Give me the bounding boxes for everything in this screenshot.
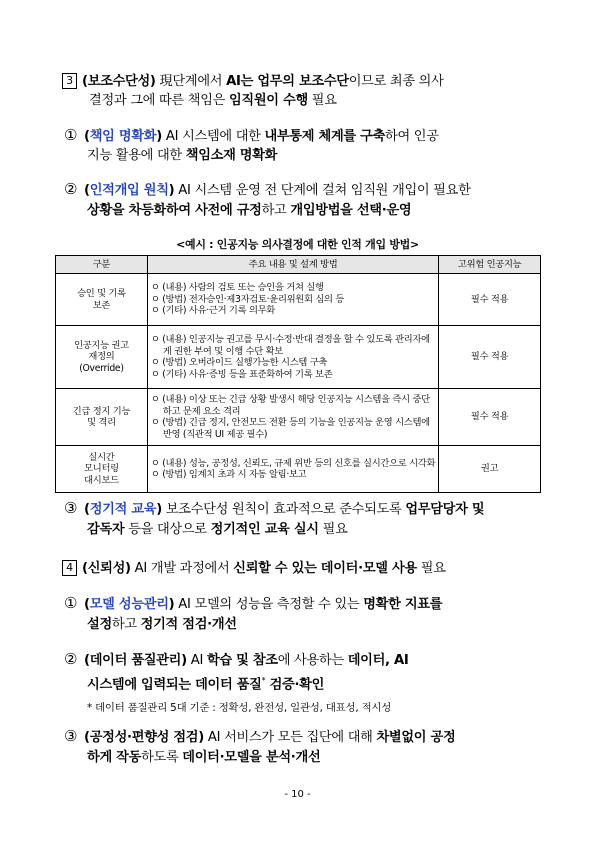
row-category bbox=[56, 274, 148, 326]
text: 검증·확인 bbox=[265, 677, 325, 693]
text: 데이터, AI bbox=[347, 653, 409, 668]
row-level: 필수 적용 bbox=[439, 389, 541, 446]
item-4-3-title: (공정성·편향성 점검) bbox=[84, 730, 204, 745]
section-3-line-2 bbox=[89, 93, 337, 109]
row-level: 필수 적용 bbox=[439, 274, 541, 326]
text: 및 격리 bbox=[87, 417, 116, 428]
text: ㅇ (방법) 오버라이드 실행가능한 시스템 구축 bbox=[150, 357, 328, 368]
text: AI 시스템 운영 전 단계에 걸쳐 임직원 개입이 필요한 bbox=[174, 183, 471, 198]
text: AI 개발 과정에서 bbox=[130, 561, 234, 576]
item-4-3-line-2 bbox=[87, 750, 320, 766]
text: 모니터링 bbox=[84, 463, 119, 475]
text: 인공지능 권고 bbox=[74, 339, 129, 351]
item-3-line-2 bbox=[87, 522, 348, 538]
item-2-line-2 bbox=[87, 203, 411, 219]
text: 승인 및 기록 bbox=[77, 288, 126, 299]
text: 재정의 bbox=[88, 351, 115, 363]
text: ㅇ (내용) 인공지능 권고를 무시·수정·반대 결정을 할 수 있도록 관리자에게 권한 부여 및 이행 수단 확보 bbox=[150, 334, 430, 357]
row-level: 권고 bbox=[439, 446, 541, 493]
text: ㅇ (기타) 사유·증빙 등을 표준화하여 기록 보존 bbox=[150, 368, 333, 380]
item-4-1-line-2 bbox=[87, 617, 237, 633]
item-4-2-marker: ② bbox=[64, 650, 78, 668]
text: 내부통제 체계를 구축 bbox=[264, 129, 386, 144]
text: 필요 bbox=[307, 93, 337, 108]
text: 결정과 그에 따른 책임은 bbox=[89, 93, 229, 108]
text: AI 시스템에 대한 bbox=[161, 129, 265, 144]
text: 보조수단성 원칙이 효과적으로 준수되도록 bbox=[161, 502, 406, 517]
item-1-line-1 bbox=[64, 127, 439, 145]
text: ) bbox=[156, 502, 162, 517]
text: 임직원이 수행 bbox=[228, 93, 308, 108]
section-3-marker: 3 bbox=[62, 73, 77, 89]
text: 하고 bbox=[111, 617, 141, 632]
text: 등을 대상으로 bbox=[124, 522, 211, 537]
table-row bbox=[56, 446, 541, 493]
row-items bbox=[147, 326, 438, 389]
text: 하도록 bbox=[141, 750, 183, 765]
text: 現단계에서 bbox=[155, 74, 227, 89]
section-4-marker: 4 bbox=[62, 560, 77, 576]
row-category bbox=[56, 326, 148, 389]
text: 신뢰할 수 있는 데이터·모델 사용 bbox=[233, 561, 417, 576]
text: 긴급 정지 기능 bbox=[72, 405, 131, 417]
page-number: - 10 - bbox=[284, 789, 311, 800]
intervention-table bbox=[55, 255, 541, 493]
item-3-line-1 bbox=[64, 500, 484, 518]
text: 설정 bbox=[87, 617, 112, 632]
text: 에 사용하는 bbox=[277, 653, 348, 668]
text: ㅇ (방법) 전자승인·제3자검토·윤리위원회 심의 등 bbox=[150, 293, 345, 305]
section-4-title: (신뢰성) bbox=[82, 561, 131, 576]
item-3-marker: ③ bbox=[64, 499, 78, 517]
row-items bbox=[147, 389, 438, 446]
text: * bbox=[261, 676, 266, 685]
text: ( bbox=[84, 597, 90, 612]
text: 실시간 bbox=[88, 451, 115, 463]
text: ) bbox=[168, 597, 175, 612]
item-4-2-line-2 bbox=[87, 673, 324, 693]
row-items bbox=[147, 446, 438, 493]
table-row bbox=[56, 326, 541, 389]
text: ㅇ (내용) 사람의 검토 또는 승인을 거쳐 실행 bbox=[150, 282, 324, 294]
text: 감독자 bbox=[87, 522, 125, 537]
text: ㅇ (내용) 이상 또는 긴급 상황 발생시 해당 인공지능 시스템을 즉시 중단하고 문제 요소 격리 bbox=[150, 394, 430, 417]
text: AI bbox=[186, 653, 207, 668]
item-2-title: 인적개입 원칙 bbox=[89, 183, 169, 198]
text: 상황을 차등화하여 사전에 규정 bbox=[87, 203, 262, 218]
header-high-risk: 고위험 인공지능 bbox=[439, 256, 541, 274]
table-header-row bbox=[56, 256, 541, 274]
text: AI는 업무의 보조수단 bbox=[226, 74, 349, 89]
item-4-2-title: (데이터 품질관리) bbox=[84, 653, 187, 668]
text: 정기적인 교육 실시 bbox=[210, 522, 319, 537]
table-caption: <예시 : 인공지능 의사결정에 대한 인적 개입 방법> bbox=[176, 238, 419, 251]
text: 필요 bbox=[318, 522, 348, 537]
text: ㅇ (방법) 긴급 정지, 안전모드 전환 등의 기능을 인공지능 운영 시스템에 반영 (직관적 UI 제공 필수) bbox=[150, 417, 430, 440]
text: 필요 bbox=[416, 561, 446, 576]
section-3-line-1 bbox=[62, 73, 444, 90]
item-4-1-line-1 bbox=[64, 595, 442, 613]
item-4-1-marker: ① bbox=[64, 594, 78, 612]
text: (Override) bbox=[79, 362, 124, 374]
section-4-line-1 bbox=[62, 560, 446, 577]
text: 데이터·모델을 분석·개선 bbox=[182, 750, 321, 765]
text: 차별없이 공정 bbox=[376, 730, 456, 745]
text: ( bbox=[84, 183, 90, 198]
row-items bbox=[147, 274, 438, 326]
text: 지능 활용에 대한 bbox=[87, 148, 186, 163]
text: 책임소재 명확화 bbox=[185, 148, 278, 163]
text: 개입방법을 선택·운영 bbox=[290, 203, 412, 218]
row-category bbox=[56, 389, 148, 446]
item-2-marker: ② bbox=[64, 180, 78, 198]
item-2-line-1 bbox=[64, 181, 471, 199]
text: 명확한 지표를 bbox=[363, 597, 443, 612]
text: ) bbox=[156, 129, 162, 144]
text: ㅇ (내용) 성능, 공정성, 신뢰도, 규제 위반 등의 신호를 실시간으로 시각화 bbox=[150, 457, 436, 469]
row-category bbox=[56, 446, 148, 493]
item-1-title: 책임 명확화 bbox=[89, 129, 157, 144]
text: 보존 bbox=[92, 299, 111, 311]
text: 업무담당자 및 bbox=[405, 502, 485, 517]
text: AI 서비스가 모든 집단에 대해 bbox=[203, 730, 377, 745]
item-4-3-line-1 bbox=[64, 728, 455, 746]
item-4-2-line-1 bbox=[64, 651, 409, 669]
text: ) bbox=[168, 183, 175, 198]
text: 하고 bbox=[261, 203, 291, 218]
text: ㅇ (기타) 사유·근거 기록 의무화 bbox=[150, 305, 275, 317]
text: ( bbox=[84, 129, 90, 144]
section-3-title: (보조수단성) bbox=[82, 74, 156, 89]
item-3-title: 정기적 교육 bbox=[89, 502, 157, 517]
text: 학습 및 참조 bbox=[206, 653, 278, 668]
text: ㅇ (방법) 임계치 초과 시 자동 알림·보고 bbox=[150, 469, 307, 480]
data-quality-footnote: * 데이터 품질관리 5대 기준 : 정확성, 완전성, 일관성, 대표성, 적시성 bbox=[87, 702, 392, 714]
text: 하여 인공 bbox=[385, 129, 439, 144]
text: AI 모델의 성능을 측정할 수 있는 bbox=[174, 597, 364, 612]
text: 정기적 점검·개선 bbox=[140, 617, 237, 632]
header-category: 구분 bbox=[56, 256, 148, 274]
text: 대시보드 bbox=[84, 474, 119, 486]
item-4-1-title: 모델 성능관리 bbox=[89, 597, 169, 612]
text: ( bbox=[84, 502, 90, 517]
table-row bbox=[56, 389, 541, 446]
text: 하게 작동 bbox=[87, 750, 142, 765]
table-row bbox=[56, 274, 541, 326]
row-level: 필수 적용 bbox=[439, 326, 541, 389]
header-content: 주요 내용 및 설계 방법 bbox=[147, 256, 438, 274]
text: 시스템에 입력되는 데이터 품질 bbox=[87, 677, 262, 693]
item-1-marker: ① bbox=[64, 126, 78, 144]
item-4-3-marker: ③ bbox=[64, 727, 78, 745]
item-1-line-2 bbox=[87, 148, 277, 164]
text: 이므로 최종 의사 bbox=[348, 74, 444, 89]
